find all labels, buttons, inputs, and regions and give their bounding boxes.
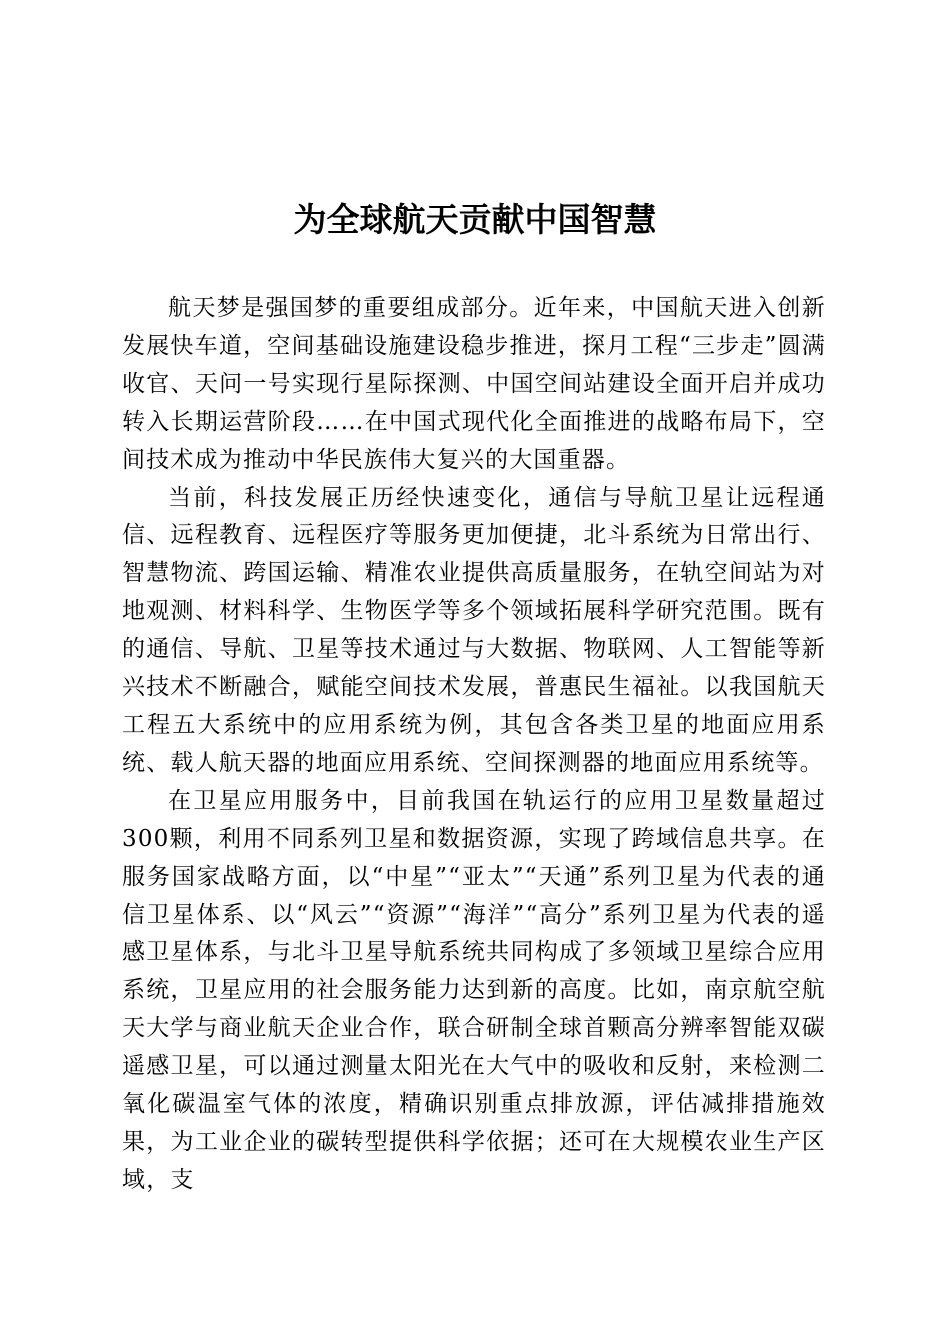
paragraph-3: 在卫星应用服务中，目前我国在轨运行的应用卫星数量超过300颗，利用不同系列卫星和数据资源，实现了跨域信息共享。在服务国家战略方面，以“中星”“亚太”“天通”系列卫星为代表的通信卫星体系、以“风云”“资源”“海洋”“高分”系列卫星为代表的遥感卫星体系，与北斗卫星导航系统共同构成了多领域卫星综合应用系统，卫星应用的社会服务能力达到新的高度。比如，南京航空航天大学与商业航天企业合作，联合研制全球首颗高分辨率智能双碳遥感卫星，可以通过测量太阳光在大气中的吸收和反射，来检测二氧化碳温室气体的浓度，精确识别重点排放源，评估减排措施效果，为工业企业的碳转型提供科学依据；还可在大规模农业生产区域，支 [122,787,826,1193]
paragraph-2: 当前，科技发展正历经快速变化，通信与导航卫星让远程通信、远程教育、远程医疗等服务更加便捷，北斗系统为日常出行、智慧物流、跨国运输、精准农业提供高质量服务，在轨空间站为对地观测、材料科学、生物医学等多个领域拓展科学研究范围。既有的通信、导航、卫星等技术通过与大数据、物联网、人工智能等新兴技术不断融合，赋能空间技术发展，普惠民生福祉。以我国航天工程五大系统中的应用系统为例，其包含各类卫星的地面应用系统、载人航天器的地面应用系统、空间探测器的地面应用系统等。 [122,484,826,776]
document-title: 为全球航天贡献中国智慧 [293,200,657,239]
document-body [122,290,826,1200]
paragraph-1: 航天梦是强国梦的重要组成部分。近年来，中国航天进入创新发展快车道，空间基础设施建设稳步推进，探月工程“三步走”圆满收官、天问一号实现行星际探测、中国空间站建设全面开启并成功转入长期运营阶段……在中国式现代化全面推进的战略布局下，空间技术成为推动中华民族伟大复兴的大国重器。 [122,295,826,473]
